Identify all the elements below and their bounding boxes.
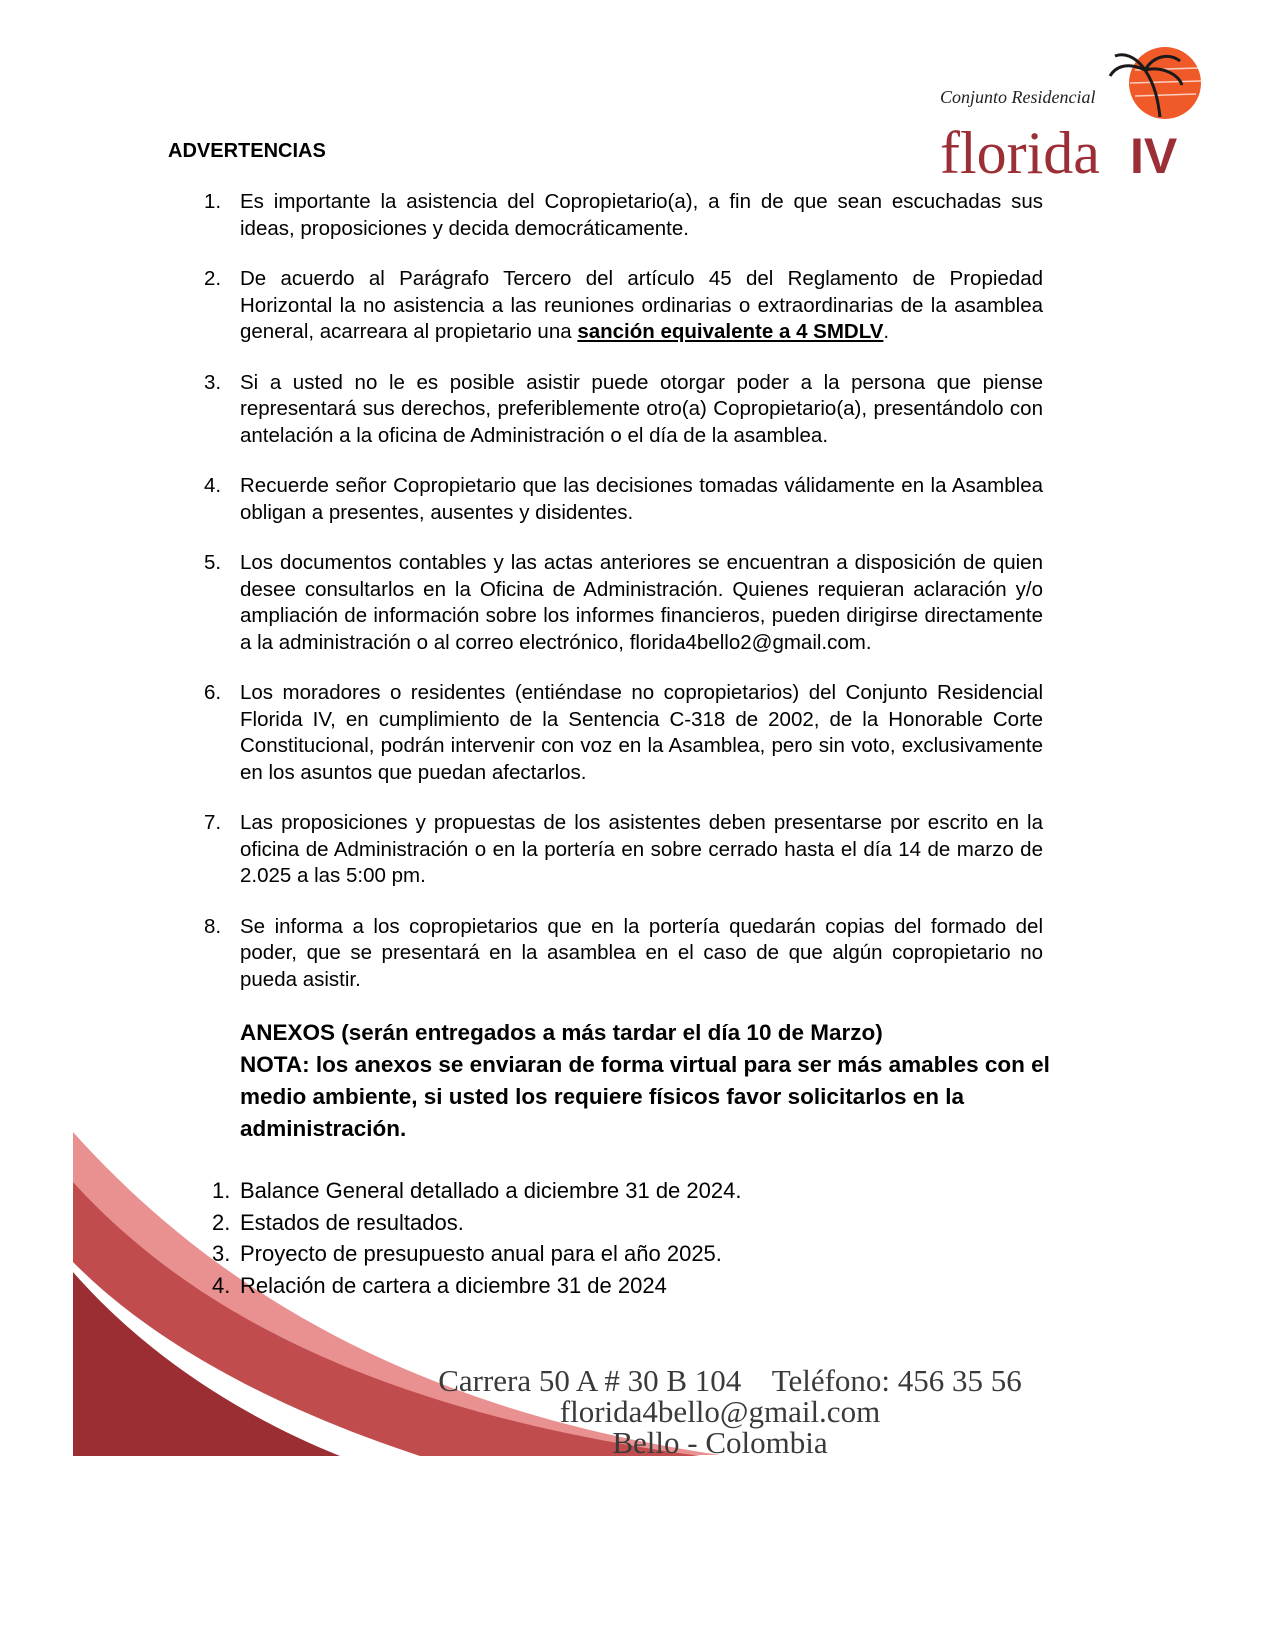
document-body bbox=[168, 189, 1050, 1301]
list-item: 2. Estados de resultados. bbox=[212, 1209, 464, 1235]
list-item: 3. Si a usted no le es posible asistir puede otorgar poder a la persona que piense representará sus derechos, preferiblemente otro(a) Copropietario(a), presentándolo con antelación a la oficina de Administración o el día de la asamblea. bbox=[204, 370, 1043, 447]
footer-city: Bello - Colombia bbox=[612, 1425, 828, 1460]
annex-note: NOTA: los anexos se enviaran de forma virtual para ser más amables con el medio ambiente, si usted los requiere físicos favor solicitarlos en la administración. bbox=[240, 1052, 1050, 1141]
footer-address: Carrera 50 A # 30 B 104 Teléfono: 456 35 56 bbox=[438, 1363, 1022, 1398]
page-heading: ADVERTENCIAS bbox=[168, 140, 326, 162]
list-item: 6. Los moradores o residentes (entiéndase no copropietarios) del Conjunto Residencial Florida IV, en cumplimiento de la Sentencia C-318 de 2002, de la Honorable Corte Constitucional, podrán intervenir con voz en la Asamblea, pero sin voto, exclusivamente en los asuntos que puedan afectarlos. bbox=[204, 681, 1043, 784]
list-item: 2. De acuerdo al Parágrafo Tercero del artículo 45 del Reglamento de Propiedad Horizontal la no asistencia a las reuniones ordinarias o extraordinarias de la asamblea general, acarreara al propietario una sanción equivalente a 4 SMDLV. bbox=[204, 267, 1043, 343]
list-item: 1. Balance General detallado a diciembre 31 de 2024. bbox=[212, 1178, 742, 1203]
footer-email: florida4bello@gmail.com bbox=[559, 1394, 881, 1429]
florida-iv-logo bbox=[930, 45, 1220, 180]
annex-section bbox=[240, 1017, 1050, 1145]
list-item: 3. Proyecto de presupuesto anual para el año 2025. bbox=[212, 1241, 722, 1266]
logo-top-text: Conjunto Residencial bbox=[940, 87, 1096, 107]
list-item: 4. Relación de cartera a diciembre 31 de 2024 bbox=[212, 1272, 667, 1298]
list-item: 8. Se informa a los copropietarios que en la portería quedarán copias del formado del poder, que se presentará en la asamblea en el caso de que algún copropietario no pueda asistir. bbox=[204, 914, 1043, 991]
logo-name: florida bbox=[940, 120, 1100, 180]
list-item: 1. Es importante la asistencia del Copropietario(a), a fin de que sean escuchadas sus ideas, proposiciones y decida democráticamente. bbox=[204, 190, 1043, 240]
annex-title: ANEXOS (serán entregados a más tardar el día 10 de Marzo) bbox=[240, 1020, 883, 1045]
list-item: 7. Las proposiciones y propuestas de los asistentes deben presentarse por escrito en la oficina de Administración o en la portería en sobre cerrado hasta el día 14 de marzo de 2.025 a las 5:00 pm. bbox=[204, 811, 1043, 887]
list-item: 5. Los documentos contables y las actas anteriores se encuentran a disposición de quien desee consultarlos en la Oficina de Administración. Quienes requieran aclaración y/o ampliación de información sobre los informes financieros, pueden dirigirse directamente a la administración o al correo electrónico, florida4bello2@gmail.com. bbox=[204, 551, 1043, 654]
footer-contact bbox=[340, 1365, 1100, 1458]
warnings-list bbox=[168, 189, 1043, 993]
logo-numeral: IV bbox=[1130, 128, 1178, 180]
sanction-emphasis: sanción equivalente a 4 SMDLV bbox=[577, 320, 884, 343]
annex-list bbox=[168, 1175, 1043, 1301]
list-item: 4. Recuerde señor Copropietario que las decisiones tomadas válidamente en la Asamblea obligan a presentes, ausentes y disidentes. bbox=[204, 474, 1043, 524]
